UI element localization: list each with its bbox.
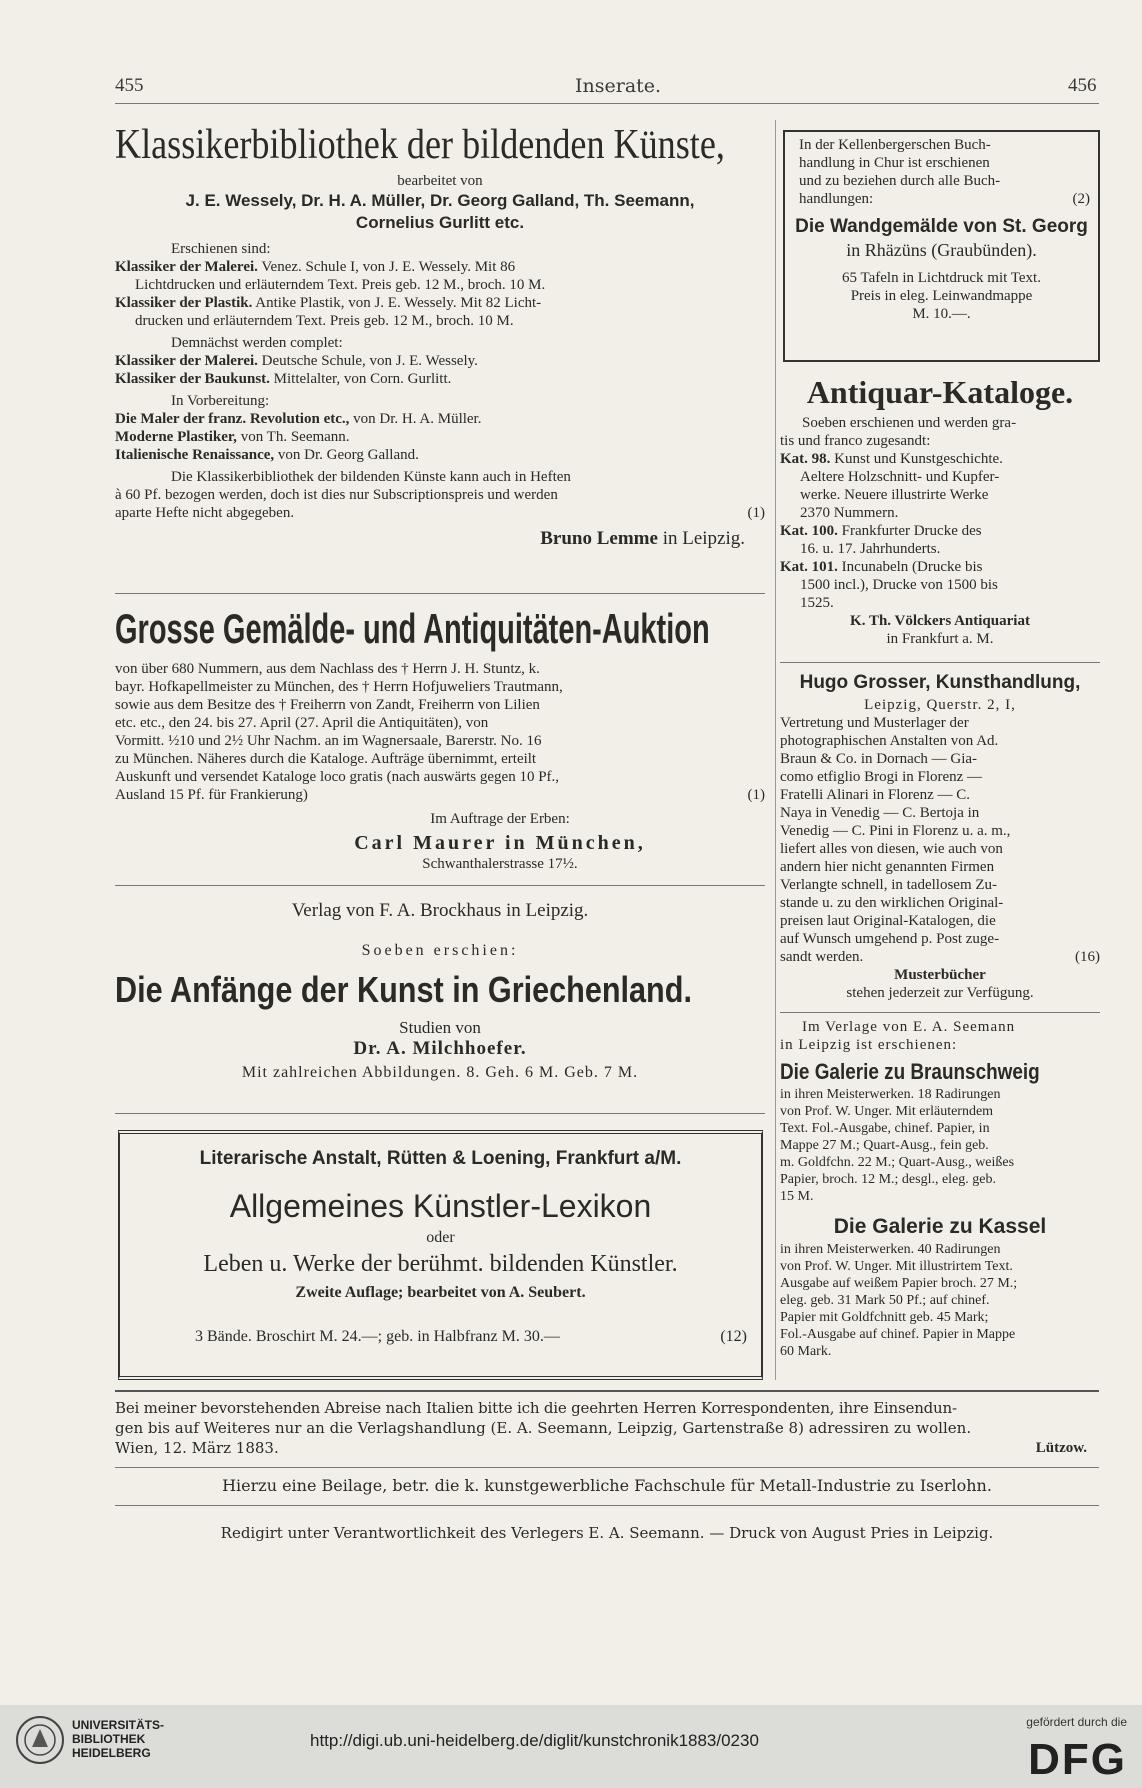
separator [115, 593, 765, 594]
gallery-subtitle: in ihren Meisterwerken. 18 Radirungen [780, 1087, 1001, 1102]
ad-hugo-grosser [780, 670, 1100, 1002]
author: Dr. A. Milchhoefer. [353, 1038, 527, 1059]
catalog-entry: Kat. 98. Kunst und Kunstgeschichte. [780, 451, 1003, 467]
listing-line: Klassiker der Malerei. Venez. Schule I, von J. E. Wessely. Mit 86 [115, 259, 516, 275]
body-text: Preis in eleg. Leinwandmappe [850, 288, 1033, 304]
body-text: auf Wunsch umgehend p. Post zuge- [780, 931, 1000, 947]
body-text: und zu beziehen durch alle Buch- [799, 173, 1001, 189]
ad-title: Hugo Grosser, Kunsthandlung, [799, 672, 1081, 693]
ad-title: Klassikerbibliothek der bildenden Künste, [115, 122, 725, 168]
gallery-subtitle: in ihren Meisterwerken. 40 Radirungen [780, 1242, 1001, 1257]
gallery-title: Die Galerie zu Kassel [833, 1215, 1047, 1238]
ad-title: Grosse Gemälde- und Antiquitäten-Auktion [115, 605, 710, 652]
ad-body [780, 714, 1100, 948]
body-text: Braun & Co. in Dornach — Gia- [780, 751, 978, 767]
separator [780, 1012, 1100, 1013]
body-text: handlungen: (2) [799, 191, 1090, 207]
section-upcoming: Demnächst werden complet: [171, 335, 343, 351]
catalog-entry: 2370 Nummern. [800, 505, 899, 521]
body-text: Fol.-Ausgabe auf chinef. Papier in Mappe [780, 1327, 1016, 1342]
location: in Rhäzüns (Graubünden). [846, 240, 1037, 260]
catalog-entry: 16. u. 17. Jahrhunderts. [800, 541, 941, 557]
body-text: eleg. geb. 31 Mark 50 Pf.; auf chinef. [780, 1293, 990, 1308]
catalog-entry: 1525. [800, 595, 834, 611]
body-text: aparte Hefte nicht abgegeben. (1) [115, 505, 765, 521]
body-text: Auskunft und versendet Kataloge loco gratis (nach auswärts gegen 10 Pf., [115, 769, 560, 785]
body-text: Mappe 27 M.; Quart-Ausg., fein geb. [780, 1138, 989, 1153]
body-text: Ausgabe auf weißem Papier broch. 27 M.; [780, 1276, 1018, 1291]
pricing: 3 Bände. Broschirt M. 24.—; geb. in Halbfranz M. 30.— (12) [195, 1328, 747, 1345]
subtitle: Studien von [399, 1018, 481, 1037]
section-published: Erschienen sind: [171, 241, 271, 257]
body-text: von über 680 Nummern, aus dem Nachlass des † Herrn J. H. Stuntz, k. [115, 661, 540, 677]
publisher: Literarische Anstalt, Rütten & Loening, Frankfurt a/M. [199, 1148, 682, 1169]
publisher: in Leipzig ist erschienen: [780, 1037, 958, 1053]
body-text: von Prof. W. Unger. Mit illustrirtem Text. [780, 1259, 1013, 1274]
source-url[interactable]: http://digi.ub.uni-heidelberg.de/diglit/kunstchronik1883/0230 [310, 1731, 759, 1750]
listing-line: Klassiker der Plastik. Antike Plastik, von J. E. Wessely. Mit 82 Licht- [115, 295, 542, 311]
page-number-left: 455 [115, 75, 144, 96]
body-text: stande u. zu den wirklichen Original- [780, 895, 1004, 911]
body-text: Die Klassikerbibliothek der bildenden Künste kann auch in Heften [171, 469, 571, 485]
section-preparation: In Vorbereitung: [171, 393, 270, 409]
body-text: Text. Fol.-Ausgabe, chinef. Papier, in [780, 1121, 990, 1136]
body-text: Verlangte schnell, in tadellosem Zu- [780, 877, 998, 893]
catalog-entry: Aeltere Holzschnitt- und Kupfer- [800, 469, 1000, 485]
ad-signature: Bruno Lemme in Leipzig. [540, 528, 745, 549]
listing-line: Italienische Renaissance, von Dr. Georg Galland. [115, 447, 419, 463]
address: Schwanthalerstrasse 17½. [422, 856, 578, 872]
notice-line: Bei meiner bevorstehenden Abreise nach Italien bitte ich die geehrten Herren Korrespondenten, ihre Einsendun- [115, 1399, 957, 1417]
ad-wandgemaelde [783, 130, 1100, 362]
page-title: Inserate. [575, 75, 662, 97]
body-text: etc. etc., den 24. bis 27. April (27. April die Antiquitäten), von [115, 715, 489, 731]
gallery-body [780, 1258, 1100, 1360]
body-text: tis und franco zugesandt: [780, 433, 931, 449]
separator [115, 1467, 1099, 1468]
ad-authors-line2: Cornelius Gurlitt etc. [355, 213, 525, 232]
pattern-books: Musterbücher [894, 967, 986, 983]
body-text: Im Auftrage der Erben: [430, 811, 570, 827]
body-text: sowie aus dem Besitze des † Freiherrn von Zandt, Freiherrn von Lilien [115, 697, 540, 713]
body-text: photographischen Anstalten von Ad. [780, 733, 999, 749]
editor-notice [115, 1398, 1099, 1458]
body-text: Papier, broch. 12 M.; desgl., eleg. geb. [780, 1172, 997, 1187]
ad-title: Allgemeines Künstler-Lexikon [229, 1188, 652, 1224]
ad-klassikerbibliothek [115, 122, 765, 550]
ad-edited-by: bearbeitet von [397, 173, 483, 189]
body-text: à 60 Pf. bezogen werden, doch ist dies nur Subscriptionspreis und werden [115, 487, 558, 503]
body-text: Ausland 15 Pf. für Frankierung) (1) [115, 787, 765, 803]
body-text: 60 Mark. [780, 1344, 832, 1359]
listing-line: Die Maler der franz. Revolution etc., von Dr. H. A. Müller. [115, 411, 482, 427]
body-text: Soeben erschienen und werden gra- [802, 415, 1017, 431]
ad-seemann-galleries [780, 1018, 1100, 1360]
listing-line: Lichtdrucken und erläuterndem Text. Preis geb. 12 M., broch. 10 M. [135, 277, 546, 293]
address: Leipzig, Querstr. 2, I, [864, 697, 1016, 713]
publisher: Im Verlage von E. A. Seemann [802, 1019, 1016, 1035]
body-text: Fratelli Alinari in Florenz — C. [780, 787, 970, 803]
body-text: In der Kellenbergerschen Buch- [799, 137, 991, 153]
body-text: sandt werden. (16) [780, 949, 1100, 965]
availability: stehen jederzeit zur Verfügung. [846, 985, 1034, 1001]
catalog-entry: 1500 incl.), Drucke von 1500 bis [800, 577, 998, 593]
body-text: handlung in Chur ist erschienen [799, 155, 990, 171]
ad-brockhaus [115, 900, 765, 1082]
body-text: Papier mit Goldfchnitt geb. 45 Mark; [780, 1310, 989, 1325]
ad-title: Die Anfänge der Kunst in Griechenland. [115, 969, 692, 1010]
header-rule [115, 103, 1099, 104]
listing-line: drucken und erläuterndem Text. Preis geb. 12 M., broch. 10 M. [135, 313, 514, 329]
ad-antiquar-kataloge [780, 372, 1100, 648]
separator [115, 1505, 1099, 1506]
separator [780, 662, 1100, 663]
listing-line: Klassiker der Malerei. Deutsche Schule, von J. E. Wessely. [115, 353, 478, 369]
separator [115, 1390, 1099, 1392]
catalog-entry: Kat. 101. Incunabeln (Drucke bis [780, 559, 983, 575]
catalog-entry: Kat. 100. Frankfurter Drucke des [780, 523, 982, 539]
body-text: como etfiglio Brogi in Florenz — [780, 769, 983, 785]
imprint: Redigirt unter Verantwortlichkeit des Verlegers E. A. Seemann. — Druck von August Pries in Leipzig. [220, 1524, 994, 1542]
funding-note: gefördert durch die [1026, 1715, 1127, 1729]
ad-kuenstler-lexikon [118, 1130, 763, 1380]
body-text: Venedig — C. Pini in Florenz u. a. m., [780, 823, 1011, 839]
firm-name: K. Th. Völckers Antiquariat [850, 613, 1030, 629]
publisher: Verlag von F. A. Brockhaus in Leipzig. [291, 900, 589, 921]
subtitle: Leben u. Werke der berühmt. bildenden Künstler. [203, 1251, 678, 1277]
page-number-right: 456 [1068, 75, 1097, 96]
notice-line: Wien, 12. März 1883. Lützow. [115, 1439, 1087, 1457]
body-text: zu München. Näheres durch die Kataloge. Aufträge übernimmt, erteilt [115, 751, 537, 767]
catalog-entry: werke. Neuere illustrirte Werke [800, 487, 989, 503]
body-text: von Prof. W. Unger. Mit erläuterndem [780, 1104, 994, 1119]
ad-signature: Carl Maurer in München, [354, 832, 646, 854]
price: M. 10.—. [912, 306, 971, 322]
column-divider [775, 120, 776, 1380]
body-text: 15 M. [780, 1189, 814, 1204]
body-text: 65 Tafeln in Lichtdruck mit Text. [842, 270, 1041, 286]
listing-line: Klassiker der Baukunst. Mittelalter, von Corn. Gurlitt. [115, 371, 452, 387]
or-text: oder [426, 1229, 455, 1246]
announcement: Soeben erschien: [361, 942, 519, 959]
separator [115, 885, 765, 886]
dfg-logo: DFG [1028, 1735, 1127, 1784]
gallery-title: Die Galerie zu Braunschweig [780, 1059, 1040, 1084]
listing-line: Moderne Plastiker, von Th. Seemann. [115, 429, 350, 445]
body-text: Vormitt. ½10 und 2½ Uhr Nachm. an im Wagnersaale, Barerstr. No. 16 [115, 733, 542, 749]
body-text: Vertretung und Musterlager der [780, 715, 969, 731]
separator [115, 1113, 765, 1114]
body-text: bayr. Hofkapellmeister zu München, des † Herrn Hofjuweliers Trautmann, [115, 679, 563, 695]
university-seal-icon [15, 1715, 65, 1765]
supplement-note: Hierzu eine Beilage, betr. die k. kunstgewerbliche Fachschule für Metall-Industrie zu Iserlohn. [222, 1476, 992, 1495]
gallery-body [780, 1103, 1100, 1205]
body-text: liefert alles von diesen, wie auch von [780, 841, 1003, 857]
ad-title: Die Wandgemälde von St. Georg [795, 216, 1088, 237]
body-text: preisen laut Original-Katalogen, die [780, 913, 996, 929]
pricing: Mit zahlreichen Abbildungen. 8. Geh. 6 M. Geb. 7 M. [241, 1064, 639, 1081]
firm-city: in Frankfurt a. M. [886, 631, 994, 647]
notice-line: gen bis auf Weiteres nur an die Verlagshandlung (E. A. Seemann, Leipzig, Gartenstraße 8) adressiren zu wollen. [115, 1419, 972, 1437]
library-name: UNIVERSITÄTS- BIBLIOTHEK HEIDELBERG [72, 1718, 165, 1760]
ad-auction [115, 604, 765, 873]
body-text: Naya in Venedig — C. Bertoja in [780, 805, 980, 821]
ad-title: Antiquar-Kataloge. [806, 374, 1074, 410]
edition: Zweite Auflage; bearbeitet von A. Seubert. [295, 1284, 586, 1301]
body-text: andern hier nicht genannten Firmen [780, 859, 995, 875]
ad-authors-line1: J. E. Wessely, Dr. H. A. Müller, Dr. Georg Galland, Th. Seemann, [185, 191, 695, 210]
body-text: m. Goldfchn. 22 M.; Quart-Ausg., weißes [780, 1155, 1015, 1170]
